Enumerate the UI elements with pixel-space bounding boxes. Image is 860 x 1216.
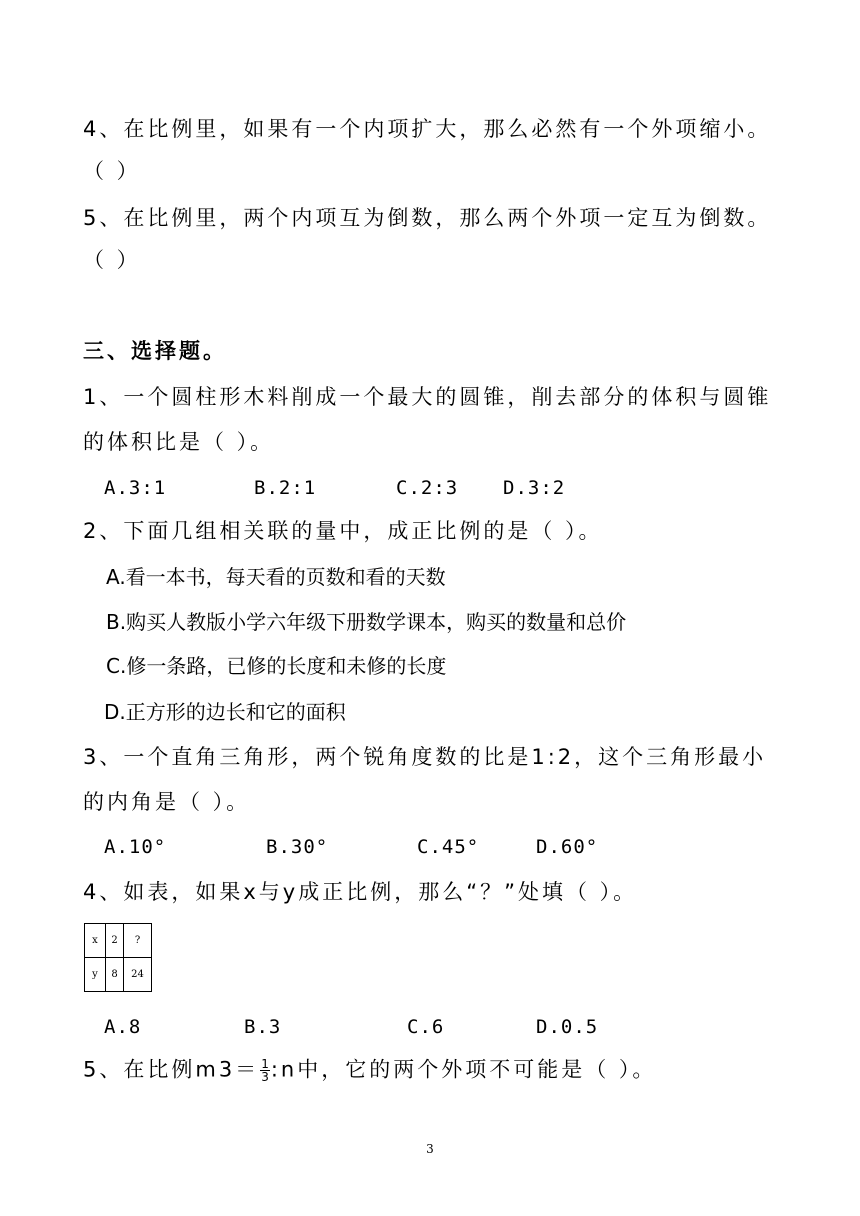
page-number: 3 [426, 1142, 434, 1156]
table-cell: 8 [106, 958, 124, 992]
choice-q2-option-c: C.修一条路，已修的长度和未修的长度 [106, 654, 447, 678]
choice-q4-option-d: D.0.5 [536, 1016, 599, 1038]
choice-q4-option-a: A.8 [104, 1016, 142, 1038]
choice-q5-line1 [83, 1058, 656, 1083]
choice-q3-option-a: A.10° [104, 836, 167, 858]
choice-q3-option-c: C.45° [417, 836, 480, 858]
choice-q1-line1: 1、一个圆柱形木料削成一个最大的圆锥，削去部分的体积与圆锥 [83, 385, 772, 409]
table-cell: ? [124, 924, 152, 958]
choice-q2-line1: 2、下面几组相关联的量中，成正比例的是（ ）。 [83, 519, 603, 543]
choice-q1-option-c: C.2:3 [396, 477, 459, 499]
judge-q5-answer-paren: （ ） [83, 248, 141, 272]
choice-q3-line1: 3、一个直角三角形，两个锐角度数的比是1:2，这个三角形最小 [83, 745, 767, 769]
choice-q2-option-a: A.看一本书，每天看的页数和看的天数 [106, 565, 446, 589]
section-heading-choice: 三、选择题。 [83, 339, 227, 363]
table-cell: 2 [106, 924, 124, 958]
table-cell: x [85, 924, 106, 958]
table-cell: y [85, 958, 106, 992]
choice-q1-line2: 的体积比是（ ）。 [83, 430, 275, 454]
judge-q5-text: 5、在比例里，两个内项互为倒数，那么两个外项一定互为倒数。 [83, 206, 772, 230]
choice-q3-option-b: B.30° [266, 836, 329, 858]
table-row [85, 958, 152, 992]
choice-q4-option-b: B.3 [244, 1016, 282, 1038]
choice-q4-option-c: C.6 [407, 1016, 445, 1038]
choice-q1-option-b: B.2:1 [254, 477, 317, 499]
choice-q2-option-b: B.购买人教版小学六年级下册数学课本，购买的数量和总价 [106, 610, 627, 634]
choice-q2-option-d: D.正方形的边长和它的面积 [104, 700, 346, 724]
fraction-denominator: 3 [261, 1070, 269, 1084]
judge-q4-text: 4、在比例里，如果有一个内项扩大，那么必然有一个外项缩小。 [83, 117, 772, 141]
fraction [260, 1058, 270, 1083]
choice-q1-option-a: A.3:1 [104, 477, 167, 499]
choice-q5-suffix: :n中，它的两个外项不可能是（ ）。 [270, 1057, 657, 1082]
table-row [85, 924, 152, 958]
choice-q4-line1: 4、如表，如果x与y成正比例，那么“？”处填（ ）。 [83, 880, 638, 904]
table-cell: 24 [124, 958, 152, 992]
judge-q4-answer-paren: （ ） [83, 159, 141, 183]
choice-q5-prefix: 5、在比例m3＝ [83, 1057, 260, 1082]
proportion-table [84, 923, 152, 992]
choice-q3-option-d: D.60° [536, 836, 599, 858]
fraction-numerator: 1 [261, 1057, 269, 1071]
choice-q3-line2: 的内角是（ ）。 [83, 790, 251, 814]
choice-q1-option-d: D.3:2 [503, 477, 566, 499]
